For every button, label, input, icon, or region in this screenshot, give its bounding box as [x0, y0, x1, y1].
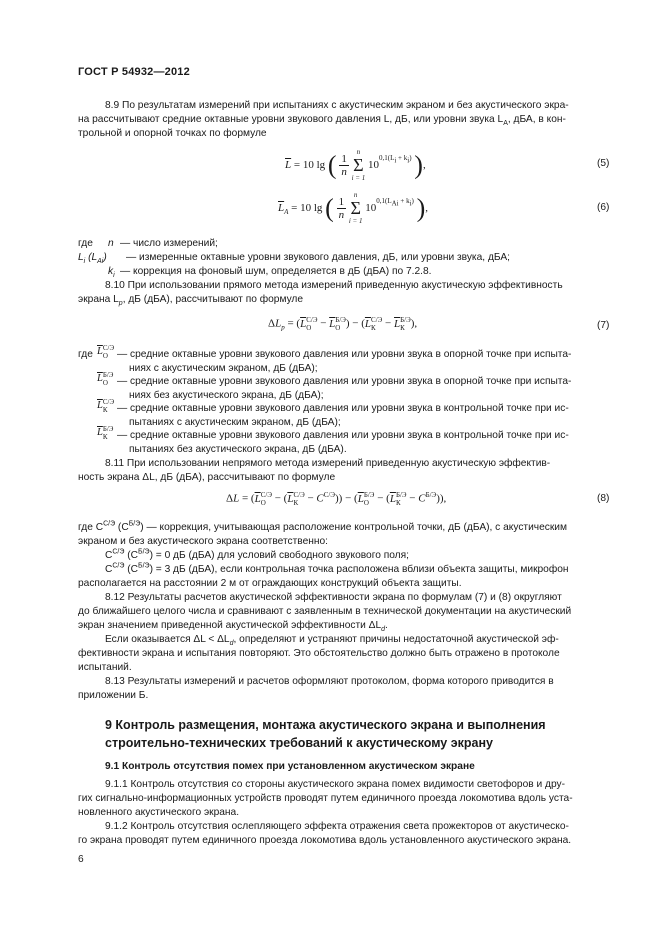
pc-line2: экраном и без акустического экрана соответственно: [78, 536, 328, 547]
subsection-9-1-title: 9.1 Контроль отсутствия помех при установленном акустическом экране [105, 761, 475, 772]
legend-symbol-2: L Б/Э О [97, 371, 114, 387]
pc-line1: где $С^{С/Э}$ $(С^{Б/Э})$ — коррекция, учитывающая расположение контрольной точки, дБ (дБА), с акустическим [78, 520, 567, 533]
pc-line4: $С^{С/Э}$ $(С^{Б/Э}) = 3$ дБ (дБА), если контрольная точка расположена вблизи объекта защиты, микрофон [105, 562, 569, 575]
legend-desc-4-line1: — средние октавные уровни звукового давления или уровни звука в контрольной точке при ис- [117, 430, 569, 441]
legend-symbol-1: L С/Э О [97, 344, 115, 360]
legend-desc-3-line1: — средние октавные уровни звукового давления или уровни звука в контрольной точке при ис- [117, 403, 569, 414]
legend-desc-2-line1: — средние октавные уровни звукового давления или уровни звука в опорной точке при испыта- [117, 376, 572, 387]
legend-desc-1-line1: — средние октавные уровни звукового давления или уровни звука в опорной точке при испыта- [117, 349, 572, 360]
legend-desc-3-line2: пытаниях с акустическим экраном, дБ (дБА); [129, 417, 341, 428]
ki-symbol: $k_i$ [108, 266, 115, 280]
p812-line2: до ближайшего целого числа и сравнивают с заявленным в технической документации на акустический [78, 606, 572, 617]
equation-number-8: (8) [597, 493, 610, 504]
formula-6: $\overline{L}_A = 10$ lg ( $\frac{1}{n}$ n Σ i = 1 $10^{0,1(L_{Ai} + k_i)}$ ), [278, 191, 429, 225]
where-label: где [78, 238, 93, 249]
legend-desc-4-line2: пытаниях без акустического экрана, дБ (дБА). [129, 444, 347, 455]
page-number: 6 [78, 854, 84, 865]
p812-line6: испытаний. [78, 662, 132, 673]
p911-line3: новленного акустического экрана. [78, 807, 240, 818]
p911-line2: гих сигнально-информационных устройств проводят путем единичного проезда локомотива вдоль уста- [78, 793, 573, 804]
p89-line3: трольной и опорной точках по формуле [78, 128, 267, 139]
p811-line2: ность экрана ΔL, дБ (дБА), рассчитывают по формуле [78, 472, 336, 483]
p89-line1: 8.9 По результатам измерений при испытаниях с акустическим экраном и без акустического экра- [105, 100, 569, 111]
p813-line2: приложении Б. [78, 690, 149, 701]
p911-line1: 9.1.1 Контроль отсутствия со стороны акустического экрана помех видимости светофоров и дру- [105, 779, 566, 790]
p912-line2: го экрана проводят путем единичного проезда локомотива вдоль установленного акустического экрана. [78, 835, 572, 846]
p812-line4: Если оказывается $\Delta L < \Delta L_d$, определяют и устраняют причины недостаточной акустической эф- [105, 634, 559, 648]
li-symbol: $L_i$ $(L_{Ai})$ [78, 252, 107, 266]
n-symbol: n [108, 238, 114, 249]
document-header: ГОСТ Р 54932—2012 [78, 66, 190, 78]
ki-description: — коррекция на фоновый шум, определяется в дБ (дБА) по 7.2.8. [120, 266, 432, 277]
li-description: — измеренные октавные уровни звукового давления, дБ, или уровни звука, дБА; [126, 252, 510, 263]
pc-line5: располагается на расстоянии 2 м от ограждающих конструкций объекта защиты. [78, 578, 462, 589]
legend-symbol-4: L Б/Э К [97, 425, 114, 441]
section-9-title-line2: строительно-технических требований к акустическому экрану [105, 736, 493, 750]
n-description: — число измерений; [120, 238, 218, 249]
legend-symbol-3: L С/Э К [97, 398, 115, 414]
p89-line2: на рассчитывают средние октавные уровни звукового давления L, дБ, или уровни звука $L_A$, дБА, в кон- [78, 114, 566, 128]
formula-7: $\Delta L_p = (L$ С/Э О − L Б/Э О ) − (L С/Э К − L Б/Э К ), [268, 316, 418, 332]
legend-desc-1-line2: ниях с акустическим экраном, дБ (дБА); [129, 363, 318, 374]
equation-number-5: (5) [597, 158, 610, 169]
p812-line5: фективности экрана и испытания повторяют. Это обстоятельство должно быть отражено в протоколе [78, 648, 560, 659]
equation-number-7: (7) [597, 320, 610, 331]
legend-desc-2-line2: ниях без акустического экрана, дБ (дБА); [129, 390, 324, 401]
p813-line1: 8.13 Результаты измерений и расчетов оформляют протоколом, форма которого приводится в [105, 676, 554, 687]
p810-line2: экрана $L_p$, дБ (дБА), рассчитывают по формуле [78, 294, 304, 308]
p912-line1: 9.1.2 Контроль отсутствия ослепляющего эффекта отражения света прожекторов от акустическо- [105, 821, 569, 832]
p812-line1: 8.12 Результаты расчетов акустической эффективности экрана по формулам (7) и (8) округляют [105, 592, 562, 603]
where-label-7: где [78, 349, 93, 360]
pc-line3: $С^{С/Э}$ $(С^{Б/Э}) = 0$ дБ (дБА) для условий свободного звукового поля; [105, 548, 409, 561]
p812-line3: экран значением приведенной акустической эффективности $\Delta L_d$. [78, 620, 388, 634]
p811-line1: 8.11 При использовании непрямого метода измерений приведенную акустическую эффектив- [105, 458, 551, 469]
formula-8: ΔL = (L С/Э О − (L С/Э К − $С^{С/Э})) - (L$ Б/Э О − (L Б/Э К − $С^{Б/Э}$)), [226, 490, 447, 507]
equation-number-6: (6) [597, 202, 610, 213]
p810-line1: 8.10 При использовании прямого метода измерений приведенную акустическую эффективность [105, 280, 563, 291]
section-9-title-line1: 9 Контроль размещения, монтажа акустического экрана и выполнения [105, 718, 546, 732]
formula-5: $\overline{L} = 10$ lg ( $\frac{1}{n}$ n Σ i = 1 $10^{0,1(L_i + k_i)}$ ), [285, 148, 426, 182]
